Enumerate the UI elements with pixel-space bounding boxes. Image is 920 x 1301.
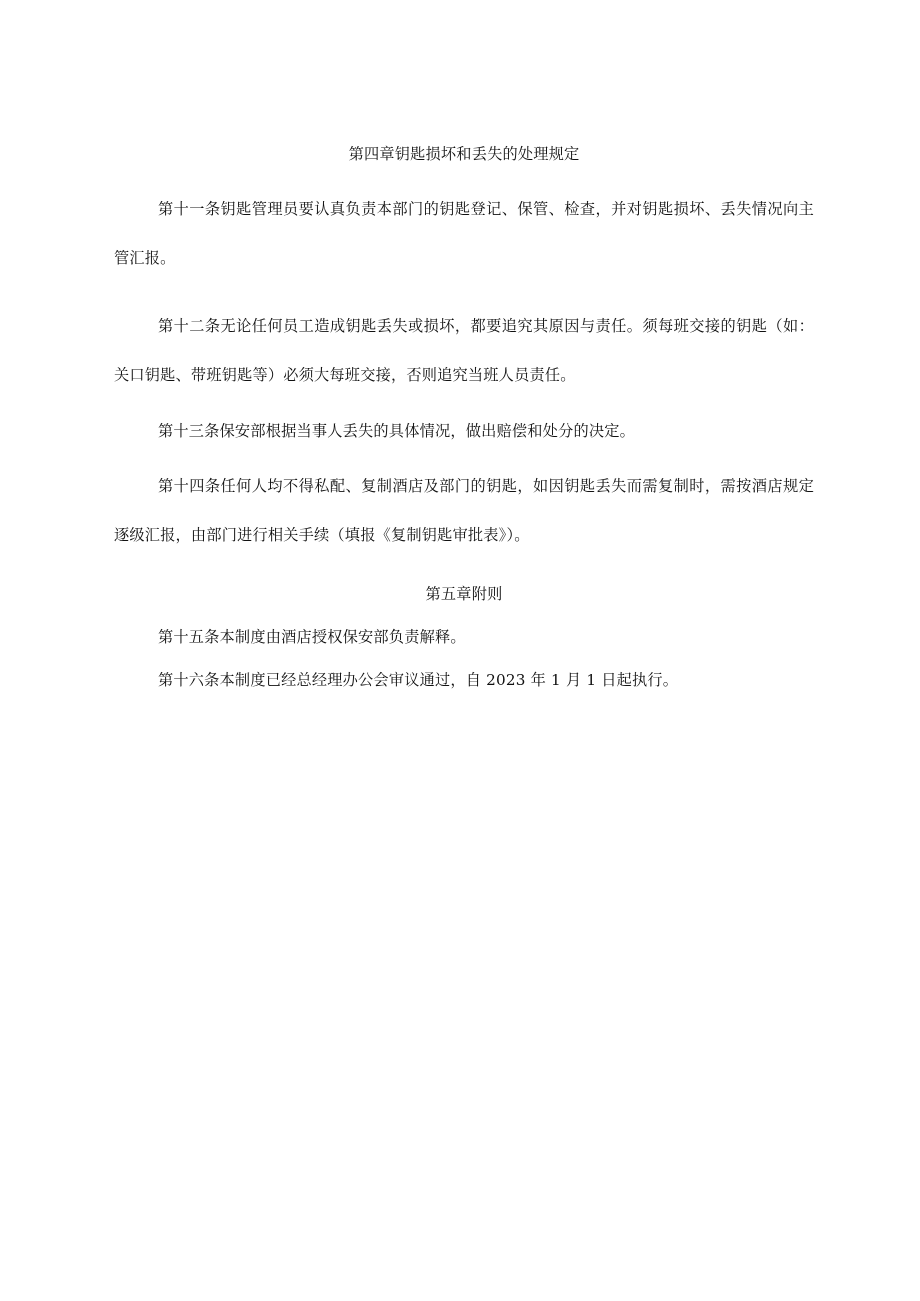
document-body (114, 142, 814, 711)
chapter-5-title: 第五章附则 (425, 585, 503, 603)
article-15: 第十五条本制度由酒店授权保安部负责解释。 (158, 628, 466, 646)
article-13: 第十三条保安部根据当事人丢失的具体情况，做出赔偿和处分的决定。 (158, 422, 636, 440)
chapter-4-title: 第四章钥匙损坏和丢失的处理规定 (348, 145, 580, 163)
article-14: 第十四条任何人均不得私配、复制酒店及部门的钥匙，如因钥匙丢失而需复制时，需按酒店规定逐级汇报，由部门进行相关手续（填报《复制钥匙审批表》）。 (114, 477, 814, 544)
article-11: 第十一条钥匙管理员要认真负责本部门的钥匙登记、保管、检查，并对钥匙损坏、丢失情况向主管汇报。 (114, 200, 814, 267)
article-12: 第十二条无论任何员工造成钥匙丢失或损坏，都要追究其原因与责任。须每班交接的钥匙（如：关口钥匙、带班钥匙等）必须大每班交接，否则追究当班人员责任。 (114, 317, 814, 384)
article-16: 第十六条本制度已经总经理办公会审议通过，自 2023 年 1 月 1 日起执行。 (158, 671, 679, 689)
